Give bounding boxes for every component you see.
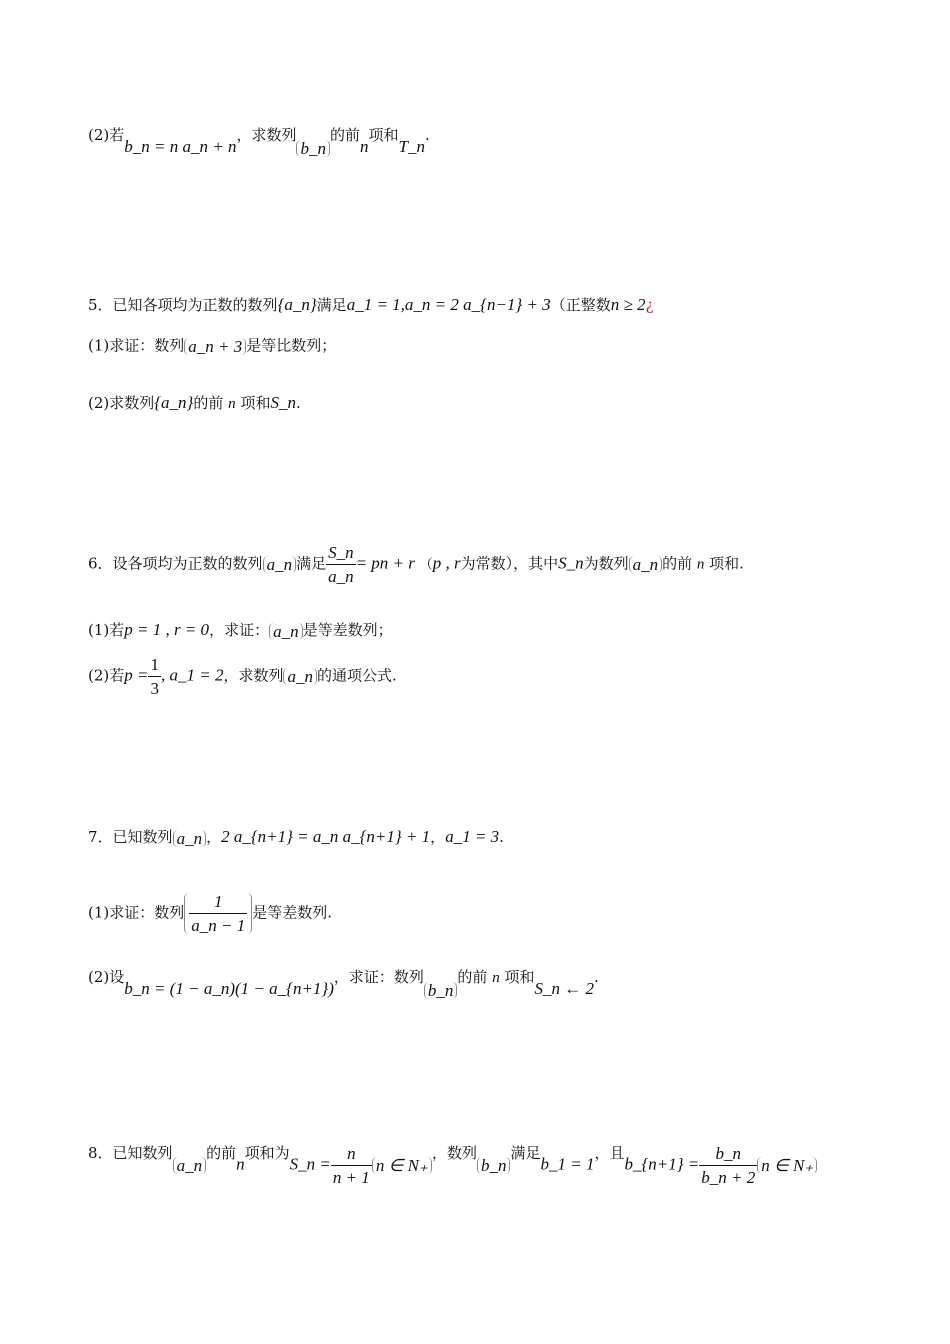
q5-cond1: a_1 = 1 <box>346 295 401 314</box>
q8-tail: 项和为 <box>244 1143 290 1162</box>
q8-frac2-den: b_n + 2 <box>701 1168 756 1187</box>
q8-frac2 <box>699 1145 757 1186</box>
q5-paren: （正整数 <box>550 296 611 314</box>
q7-sub1-frac-num: 1 <box>189 893 247 914</box>
q6-paren-open: （ <box>419 557 433 573</box>
q6-sub2-frac-num: 1 <box>148 656 161 677</box>
q5-sub2-label: (2)求数列 <box>88 394 155 412</box>
q6-lead: 设各项均为正数的数列 <box>112 554 263 573</box>
q5-lead: 已知各项均为正数的数列 <box>112 296 278 314</box>
q5-glitch: ¿ <box>645 296 654 314</box>
q6-number: 6． <box>88 554 113 573</box>
q6-sub1-label: (1)若 <box>88 621 125 639</box>
q5-sub1 <box>88 338 336 355</box>
q6-sub2 <box>88 656 397 697</box>
q6-sub1-mid: ，求证： <box>209 621 270 639</box>
q7-sub2 <box>88 968 599 1000</box>
q5-number: 5． <box>88 296 113 314</box>
q5-sub1-tail: 是等比数列； <box>246 336 337 355</box>
q7-sub2-var: n <box>492 970 500 986</box>
q7-lead: 已知数列 <box>112 828 173 846</box>
prev-sub2-label: (2)若 <box>88 126 125 144</box>
q8-frac <box>331 1145 372 1186</box>
prev-sub2-var: n <box>359 137 369 156</box>
q5-sub2-var: n <box>228 396 236 412</box>
q6-sub2-p: p = <box>124 665 149 685</box>
q8-sep: ，数列 <box>431 1143 477 1162</box>
q5-sub2-mid: 的前 <box>193 394 224 412</box>
q5-seq: {a_n} <box>277 295 317 314</box>
q6-params: p , r <box>432 553 461 573</box>
q8-frac2-num: b_n <box>699 1145 757 1166</box>
q5-sub2 <box>88 394 301 412</box>
q8-stem <box>88 1145 817 1186</box>
q7-sub2-end: . <box>594 968 599 986</box>
q7-sub2-seq: b_n <box>424 982 458 999</box>
q6-var: n <box>696 556 705 573</box>
q7-sub1-label: (1)求证：数列 <box>88 903 185 922</box>
q8-rec-lhs: b_{n+1} = <box>624 1154 700 1174</box>
q6-sub2-tail: 的通项公式. <box>316 666 397 685</box>
q6-tail3: 项和. <box>709 554 744 573</box>
prev-sub2 <box>88 126 430 158</box>
q7-sub1 <box>88 893 332 934</box>
q6-rhs: = pn + r <box>355 553 415 573</box>
prev-sub2-end: . <box>424 126 430 144</box>
q6-sub1-seq: a_n <box>269 623 303 640</box>
q7-sub2-sep: ，求证：数列 <box>333 968 424 986</box>
prev-sub2-formula: b_n = n a_n + n <box>124 137 237 156</box>
q6-sum: S_n <box>558 553 584 573</box>
q7-sep2: ， <box>430 828 446 846</box>
q6-frac-num: S_n <box>326 544 356 565</box>
q8-frac-num: n <box>331 1145 372 1166</box>
q5-stem <box>88 296 654 313</box>
q6-sub2-label: (2)若 <box>88 666 125 685</box>
prev-sub2-text: 的前 <box>329 126 360 144</box>
q8-var: n <box>236 1154 245 1174</box>
q7-sub2-mid: 的前 <box>457 968 488 986</box>
q6-stem <box>88 544 744 585</box>
q8-seq2: b_n <box>477 1157 511 1174</box>
q7-sub2-def: b_n = (1 − a_n)(1 − a_{n+1}) <box>124 979 334 998</box>
q8-mid2: 满足 <box>510 1143 541 1162</box>
q5-sub2-tail: 项和 <box>240 394 271 412</box>
q6-sub1-tail: 是等差数列； <box>302 621 393 639</box>
q6-sub1 <box>88 621 393 640</box>
q8-init: b_1 = 1 <box>540 1154 595 1174</box>
q6-sub2-frac-den: 3 <box>150 679 159 698</box>
q7-number: 7． <box>88 828 113 846</box>
q7-sub1-frac <box>189 893 247 934</box>
q5-comma: , <box>400 295 405 314</box>
prev-sub2-text2: 项和 <box>368 126 399 144</box>
q6-sub2-mid: ，求数列 <box>223 666 284 685</box>
q7-sub1-tail: 是等差数列. <box>252 903 333 922</box>
q8-sum-lhs: S_n = <box>289 1154 331 1174</box>
q8-domain2: n ∈ N₊ <box>757 1157 817 1174</box>
q6-mid: 满足 <box>296 554 327 573</box>
prev-sub2-result: T_n <box>398 137 425 156</box>
q6-sub2-seq: a_n <box>283 668 317 685</box>
q5-sub1-label: (1)求证：数列 <box>88 336 185 355</box>
q8-seq: a_n <box>173 1157 207 1174</box>
q8-frac-den: n + 1 <box>332 1168 370 1187</box>
q6-paren-text: 为常数），其中 <box>460 554 559 573</box>
q8-mid: 的前 <box>206 1143 237 1162</box>
q6-sub1-cond: p = 1 , r = 0 <box>124 620 210 639</box>
q8-lead: 已知数列 <box>112 1143 173 1162</box>
q6-frac-den: a_n <box>328 567 354 586</box>
q7-init: a_1 = 3 <box>445 827 500 846</box>
q8-domain: n ∈ N₊ <box>372 1157 432 1174</box>
q5-mid: 满足 <box>316 296 347 314</box>
q5-sub2-result: S_n <box>270 393 296 412</box>
q6-tail1: 为数列 <box>583 554 629 573</box>
q7-sub2-result: S_n ← 2 <box>534 979 594 998</box>
q6-sub2-frac <box>148 656 161 697</box>
q5-sub2-seq: {a_n} <box>154 393 194 412</box>
q5-cond2: a_n = 2 a_{n−1} + 3 <box>404 295 551 314</box>
q6-sub2-cond: , a_1 = 2 <box>160 665 224 685</box>
q7-stem <box>88 828 504 847</box>
q7-sub1-frac-den: a_n − 1 <box>191 916 246 935</box>
q7-seq: a_n <box>173 830 207 847</box>
q6-tail2: 的前 <box>662 554 693 573</box>
q5-ineq: n ≥ 2 <box>610 295 646 314</box>
q5-sub2-end: . <box>295 394 301 412</box>
q6-frac <box>326 544 356 585</box>
q7-sub1-bracket <box>184 893 252 934</box>
q5-sub1-seq: a_n + 3 <box>184 338 246 355</box>
q8-number: 8． <box>88 1143 113 1162</box>
q7-sub2-label: (2)设 <box>88 968 125 986</box>
q7-sub2-tail: 项和 <box>504 968 535 986</box>
q8-sep2: ，且 <box>594 1143 625 1162</box>
q7-eq: 2 a_{n+1} = a_n a_{n+1} + 1 <box>221 827 431 846</box>
q7-end: . <box>499 828 504 846</box>
prev-sub2-sep: ，求数列 <box>236 126 297 144</box>
prev-sub2-seq: b_n <box>296 140 330 157</box>
q6-seq: a_n <box>263 556 297 573</box>
q7-sep1: ， <box>206 828 222 846</box>
q6-seq2: a_n <box>629 556 663 573</box>
